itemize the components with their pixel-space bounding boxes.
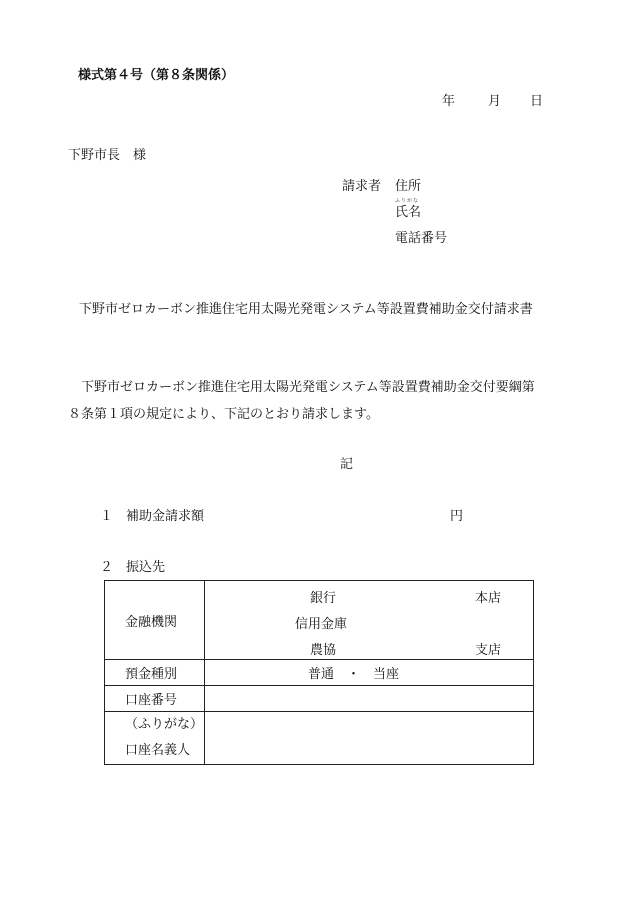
- bank-table: [104, 580, 534, 765]
- applicant-role: 請求者: [342, 178, 382, 194]
- document-title: 下野市ゼロカーボン推進住宅用太陽光発電システム等設置費補助金交付請求書: [79, 302, 533, 317]
- head-office-option: 本店: [475, 591, 502, 606]
- account-number-row: [105, 686, 534, 712]
- name-label: ふりがな 氏名: [395, 197, 422, 220]
- date-day: 日: [530, 94, 544, 109]
- holder-label-cell: [105, 712, 205, 765]
- address-label: 住所: [395, 178, 422, 194]
- date-year: 年: [442, 94, 456, 109]
- deposit-type-label: 預金種別: [105, 660, 205, 686]
- body-line-2: ８条第１項の規定により、下記のとおり請求します。: [68, 407, 379, 422]
- item-1-unit: 円: [450, 509, 464, 524]
- institution-row: [105, 581, 534, 660]
- date-month: 月: [488, 94, 502, 109]
- branch-option: 支店: [475, 643, 502, 658]
- body-line-1: 下野市ゼロカーボン推進住宅用太陽光発電システム等設置費補助金交付要綱第: [81, 380, 535, 395]
- credit-union-option: 信用金庫: [295, 617, 348, 632]
- name-ruby: ふりがな: [395, 197, 420, 204]
- item-2: [100, 561, 165, 574]
- applicant-block: [342, 173, 447, 251]
- institution-label: 金融機関: [105, 581, 205, 660]
- item-1-number: １: [100, 509, 114, 524]
- furigana-label: （ふりがな）: [125, 717, 204, 732]
- phone-label: 電話番号: [395, 230, 448, 246]
- recipient: 下野市長 様: [68, 148, 147, 163]
- body-text: [68, 374, 588, 428]
- holder-label: 口座名義人: [125, 743, 191, 758]
- holder-row: [105, 712, 534, 765]
- account-number-label: 口座番号: [105, 686, 205, 712]
- date-line: [442, 95, 543, 108]
- deposit-type-options[interactable]: 普通 ・ 当座: [205, 660, 534, 686]
- agri-coop-option: 農協: [310, 643, 337, 658]
- item-2-number: ２: [100, 560, 114, 575]
- item-1-label: 補助金請求額: [126, 509, 205, 524]
- holder-cell[interactable]: [205, 712, 534, 765]
- form-number: 様式第４号（第８条関係）: [78, 68, 235, 83]
- bank-option: 銀行: [310, 591, 337, 606]
- institution-cell[interactable]: [205, 581, 534, 660]
- ki-heading: 記: [340, 457, 354, 472]
- deposit-type-row: [105, 660, 534, 686]
- account-number-cell[interactable]: [205, 686, 534, 712]
- item-2-label: 振込先: [126, 560, 166, 575]
- item-1: [100, 510, 204, 523]
